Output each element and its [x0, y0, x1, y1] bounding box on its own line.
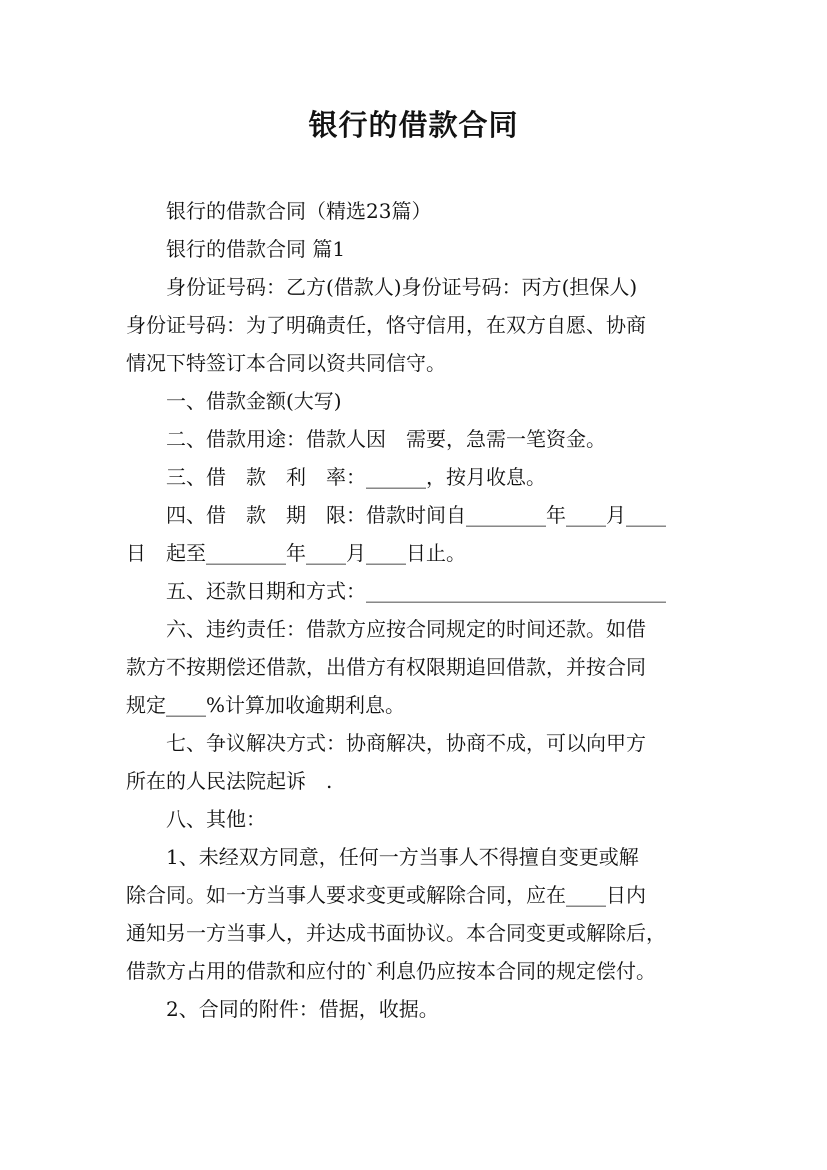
paragraph-lines	[126, 268, 706, 1028]
document-body	[126, 192, 706, 1028]
document-line: 一、借款金额(大写)	[166, 389, 342, 413]
document-line: 1、未经双方同意，任何一方当事人不得擅自变更或解	[166, 845, 639, 869]
document-line: 日 起至________年____月____日止。	[126, 541, 466, 565]
document-line: 五、还款日期和方式：______________________________	[166, 579, 666, 603]
document-line: 三、借 款 利 率：______，按月收息。	[166, 465, 546, 489]
document-line: 通知另一方当事人，并达成书面协议。本合同变更或解除后，	[126, 921, 666, 945]
document-line: 款方不按期偿还借款，出借方有权限期追回借款，并按合同	[126, 655, 646, 679]
document-line: 身份证号码：乙方(借款人)身份证号码：丙方(担保人)	[166, 275, 638, 299]
section-heading: 银行的借款合同 篇1	[166, 237, 346, 261]
document-line: 八、其他：	[166, 807, 266, 831]
document-line: 情况下特签订本合同以资共同信守。	[126, 351, 446, 375]
document-line: 2、合同的附件：借据，收据。	[166, 997, 439, 1021]
document-line: 所在的人民法院起诉 .	[126, 769, 333, 793]
document-line: 二、借款用途：借款人因 需要，急需一笔资金。	[166, 427, 606, 451]
document-line: 四、借 款 期 限：借款时间自________年____月____	[166, 503, 666, 527]
document-subtitle: 银行的借款合同（精选23篇）	[166, 199, 432, 223]
document-line: 除合同。如一方当事人要求变更或解除合同，应在____日内	[126, 883, 646, 907]
document-line: 六、违约责任：借款方应按合同规定的时间还款。如借	[166, 617, 646, 641]
document-line: 借款方占用的借款和应付的`利息仍应按本合同的规定偿付。	[126, 959, 656, 983]
document-title: 银行的借款合同	[308, 108, 519, 142]
document-line: 规定____%计算加收逾期利息。	[126, 693, 406, 717]
document-line: 七、争议解决方式：协商解决，协商不成，可以向甲方	[166, 731, 646, 755]
document-line: 身份证号码：为了明确责任，恪守信用，在双方自愿、协商	[126, 313, 646, 337]
